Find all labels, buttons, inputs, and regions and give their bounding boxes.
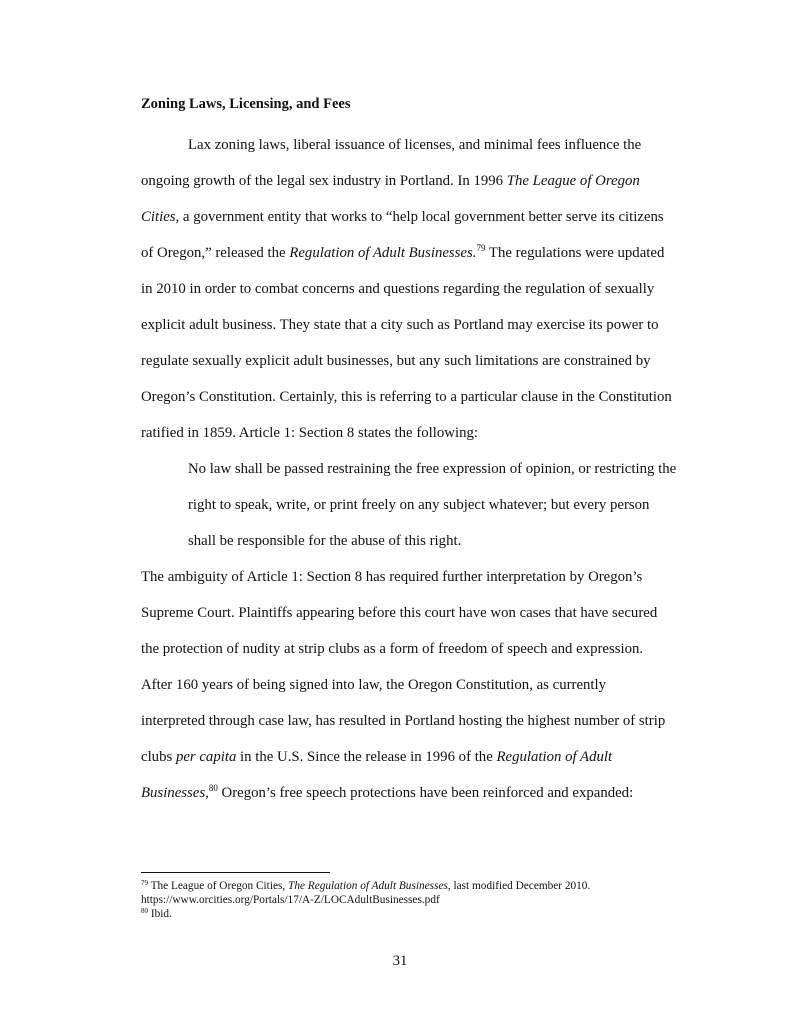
body-line: Supreme Court. Plaintiffs appearing before this court have won cases that have secured [141,605,658,621]
italic-title: The Regulation of Adult Businesses [288,880,448,892]
footnote-number: 79 [141,879,148,887]
italic-title: Businesses, [141,785,209,801]
body-line: Lax zoning laws, liberal issuance of licenses, and minimal fees influence the [188,137,642,153]
body-line: ratified in 1859. Article 1: Section 8 states the following: [141,425,478,441]
body-line: interpreted through case law, has resulted in Portland hosting the highest number of strip [141,713,666,729]
body-line: The ambiguity of Article 1: Section 8 has required further interpretation by Oregon’s [141,569,643,585]
body-line: in 2010 in order to combat concerns and questions regarding the regulation of sexually [141,281,655,297]
footnote-ref: 79 [476,243,486,253]
body-line: Oregon’s Constitution. Certainly, this is referring to a particular clause in the Constitution [141,389,672,405]
section-heading: Zoning Laws, Licensing, and Fees [141,96,351,112]
italic-title: The League of Oregon [506,173,640,189]
body-line: Cities, a government entity that works to “help local government better serve its citizens [141,209,664,225]
block-quote-line: right to speak, write, or print freely on any subject whatever; but every person [188,497,650,513]
body-line: explicit adult business. They state that a city such as Portland may exercise its power to [141,317,659,333]
footnote-divider [141,872,330,873]
body-line: clubs per capita in the U.S. Since the release in 1996 of the Regulation of Adult [141,749,613,765]
page-number: 31 [392,953,408,969]
italic-title: Cities [141,209,176,225]
footnote-ref: 80 [208,783,218,793]
body-line: ongoing growth of the legal sex industry in Portland. In 1996 The League of Oregon [141,173,640,189]
footnote-number: 80 [141,907,148,915]
footnote-79: $^{79}$ The League of Oregon Cities, The Regulation of Adult Businesses, last modified December 2010. [141,879,591,892]
block-quote-line: No law shall be passed restraining the free expression of opinion, or restricting the [188,461,677,477]
body-line: of Oregon,” released the Regulation of Adult Businesses.$^{79}$ The regulations were updated [141,243,665,261]
body-line: Businesses,$^{80}$ Oregon’s free speech protections have been reinforced and expanded: [141,783,634,801]
italic-term: per capita [175,749,237,765]
italic-title: Regulation of Adult [496,749,613,765]
body-line: regulate sexually explicit adult businesses, but any such limitations are constrained by [141,353,651,369]
italic-title: Regulation of Adult Businesses. [289,245,477,261]
body-line: After 160 years of being signed into law, the Oregon Constitution, as currently [141,677,607,693]
block-quote-line: shall be responsible for the abuse of this right. [188,533,462,549]
body-line: the protection of nudity at strip clubs as a form of freedom of speech and expression. [141,641,644,657]
footnote-80: $^{80}$ Ibid. [141,907,172,920]
footnote-url: https://www.orcities.org/Portals/17/A-Z/LOCAdultBusinesses.pdf [141,894,440,906]
